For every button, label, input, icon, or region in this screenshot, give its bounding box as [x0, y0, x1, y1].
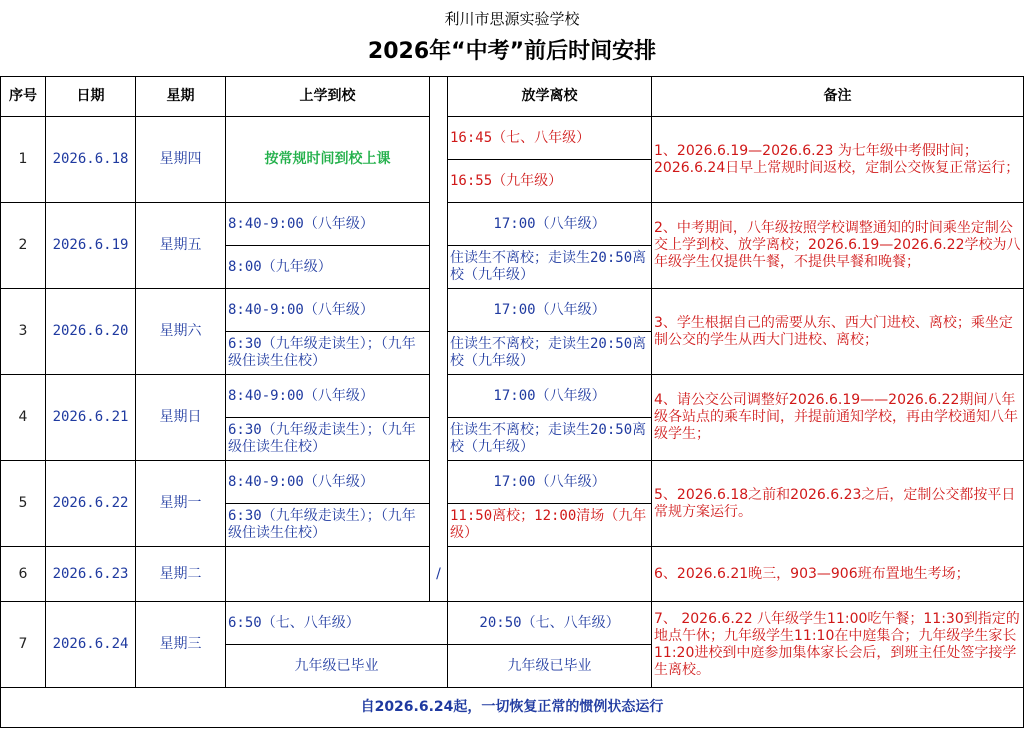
- school-name: 利川市思源实验学校: [444, 10, 580, 28]
- table-row: [1, 547, 1024, 602]
- column-gap: [430, 77, 448, 602]
- weekday-cell: 星期六: [136, 289, 226, 375]
- seq-cell: 7: [1, 602, 46, 688]
- leave-cell-b: 住读生不离校；走读生20:50离校（九年级）: [448, 246, 652, 289]
- seq-cell: 1: [1, 117, 46, 203]
- footer-row: [1, 688, 1024, 728]
- note-cell: 5、2026.6.18之前和2026.6.23之后，定制公交都按平日常规方案运行。: [652, 461, 1024, 547]
- arrive-cell-a: 6:50（七、八年级）: [226, 602, 448, 645]
- page-title: 2026年“中考”前后时间安排: [367, 39, 657, 64]
- date-cell: 2026.6.21: [46, 375, 136, 461]
- seq-cell: 3: [1, 289, 46, 375]
- date-cell: 2026.6.20: [46, 289, 136, 375]
- seq-cell: 2: [1, 203, 46, 289]
- header-leave: 放学离校: [448, 77, 652, 117]
- table-row: [1, 203, 1024, 246]
- leave-cell-a: 17:00（八年级）: [448, 289, 652, 332]
- table-row: [1, 602, 1024, 645]
- leave-cell-b: 住读生不离校；走读生20:50离校（九年级）: [448, 418, 652, 461]
- date-cell: 2026.6.23: [46, 547, 136, 602]
- leave-cell-b: 11:50离校；12:00清场（九年级）: [448, 504, 652, 547]
- table-row: [1, 375, 1024, 418]
- date-cell: 2026.6.22: [46, 461, 136, 547]
- leave-cell-b: 16:55（九年级）: [448, 160, 652, 203]
- arrive-regular-text: 按常规时间到校上课: [264, 151, 391, 167]
- leave-cell-a: 20:50（七、八年级）: [448, 602, 652, 645]
- footer-note: 自2026.6.24起，一切恢复正常的惯例状态运行: [1, 688, 1024, 728]
- seq-cell: 5: [1, 461, 46, 547]
- arrive-cell-a: 8:40-9:00（八年级）: [226, 375, 430, 418]
- table-row: [1, 117, 1024, 160]
- leave-cell-a: 16:45（七、八年级）: [448, 117, 652, 160]
- header-arrive: 上学到校: [226, 77, 430, 117]
- header-weekday: 星期: [136, 77, 226, 117]
- leave-cell-a: 17:00（八年级）: [448, 461, 652, 504]
- date-cell: 2026.6.24: [46, 602, 136, 688]
- arrive-cell-b: 6:30（九年级走读生）；（九年级住读生住校）: [226, 332, 430, 375]
- header-date: 日期: [46, 77, 136, 117]
- weekday-cell: 星期二: [136, 547, 226, 602]
- note-cell: 1、2026.6.19—2026.6.23 为七年级中考假时间；2026.6.24日早上常规时间返校，定制公交恢复正常运行；: [652, 117, 1024, 203]
- header-row: [1, 77, 1024, 117]
- header-seq: 序号: [1, 77, 46, 117]
- header-notes: 备注: [652, 77, 1024, 117]
- merged-slash-cell: /: [226, 547, 652, 602]
- weekday-cell: 星期一: [136, 461, 226, 547]
- arrive-cell-a: 8:40-9:00（八年级）: [226, 203, 430, 246]
- note-cell: 6、2026.6.21晚三，903—906班布置地生考场；: [652, 547, 1024, 602]
- leave-cell-b: 九年级已毕业: [448, 645, 652, 688]
- arrive-cell-a: 8:40-9:00（八年级）: [226, 289, 430, 332]
- weekday-cell: 星期五: [136, 203, 226, 289]
- arrive-cell-b: 8:00（九年级）: [226, 246, 430, 289]
- table-row: [1, 289, 1024, 332]
- arrive-cell-b: 6:30（九年级走读生）；（九年级住读生住校）: [226, 418, 430, 461]
- note-cell: 3、学生根据自己的需要从东、西大门进校、离校；乘坐定制公交的学生从西大门进校、离校；: [652, 289, 1024, 375]
- date-cell: 2026.6.18: [46, 117, 136, 203]
- note-cell: 7、 2026.6.22 八年级学生11:00吃午餐；11:30到指定的地点午休；九年级学生11:10在中庭集合；九年级学生家长11:20进校到中庭参加集体家长会后，到班主任处签字接学生离校。: [652, 602, 1024, 688]
- leave-cell-a: 17:00（八年级）: [448, 203, 652, 246]
- seq-cell: 4: [1, 375, 46, 461]
- arrive-cell-b: 6:30（九年级走读生）；（九年级住读生住校）: [226, 504, 430, 547]
- date-cell: 2026.6.19: [46, 203, 136, 289]
- weekday-cell: 星期三: [136, 602, 226, 688]
- note-cell: 4、请公交公司调整好2026.6.19——2026.6.22期间八年级各站点的乘车时间，并提前通知学校，再由学校通知八年级学生；: [652, 375, 1024, 461]
- table-row: [1, 461, 1024, 504]
- schedule-table: [0, 76, 1024, 728]
- leave-cell-b: 住读生不离校；走读生20:50离校（九年级）: [448, 332, 652, 375]
- note-cell: 2、中考期间，八年级按照学校调整通知的时间乘坐定制公交上学到校、放学离校；2026.6.19—2026.6.22学校为八年级学生仅提供午餐，不提供早餐和晚餐；: [652, 203, 1024, 289]
- leave-cell-a: 17:00（八年级）: [448, 375, 652, 418]
- arrive-cell-a: 8:40-9:00（八年级）: [226, 461, 430, 504]
- weekday-cell: 星期日: [136, 375, 226, 461]
- seq-cell: 6: [1, 547, 46, 602]
- arrive-cell-b: 九年级已毕业: [226, 645, 448, 688]
- weekday-cell: 星期四: [136, 117, 226, 203]
- arrive-regular-cell: [226, 117, 430, 203]
